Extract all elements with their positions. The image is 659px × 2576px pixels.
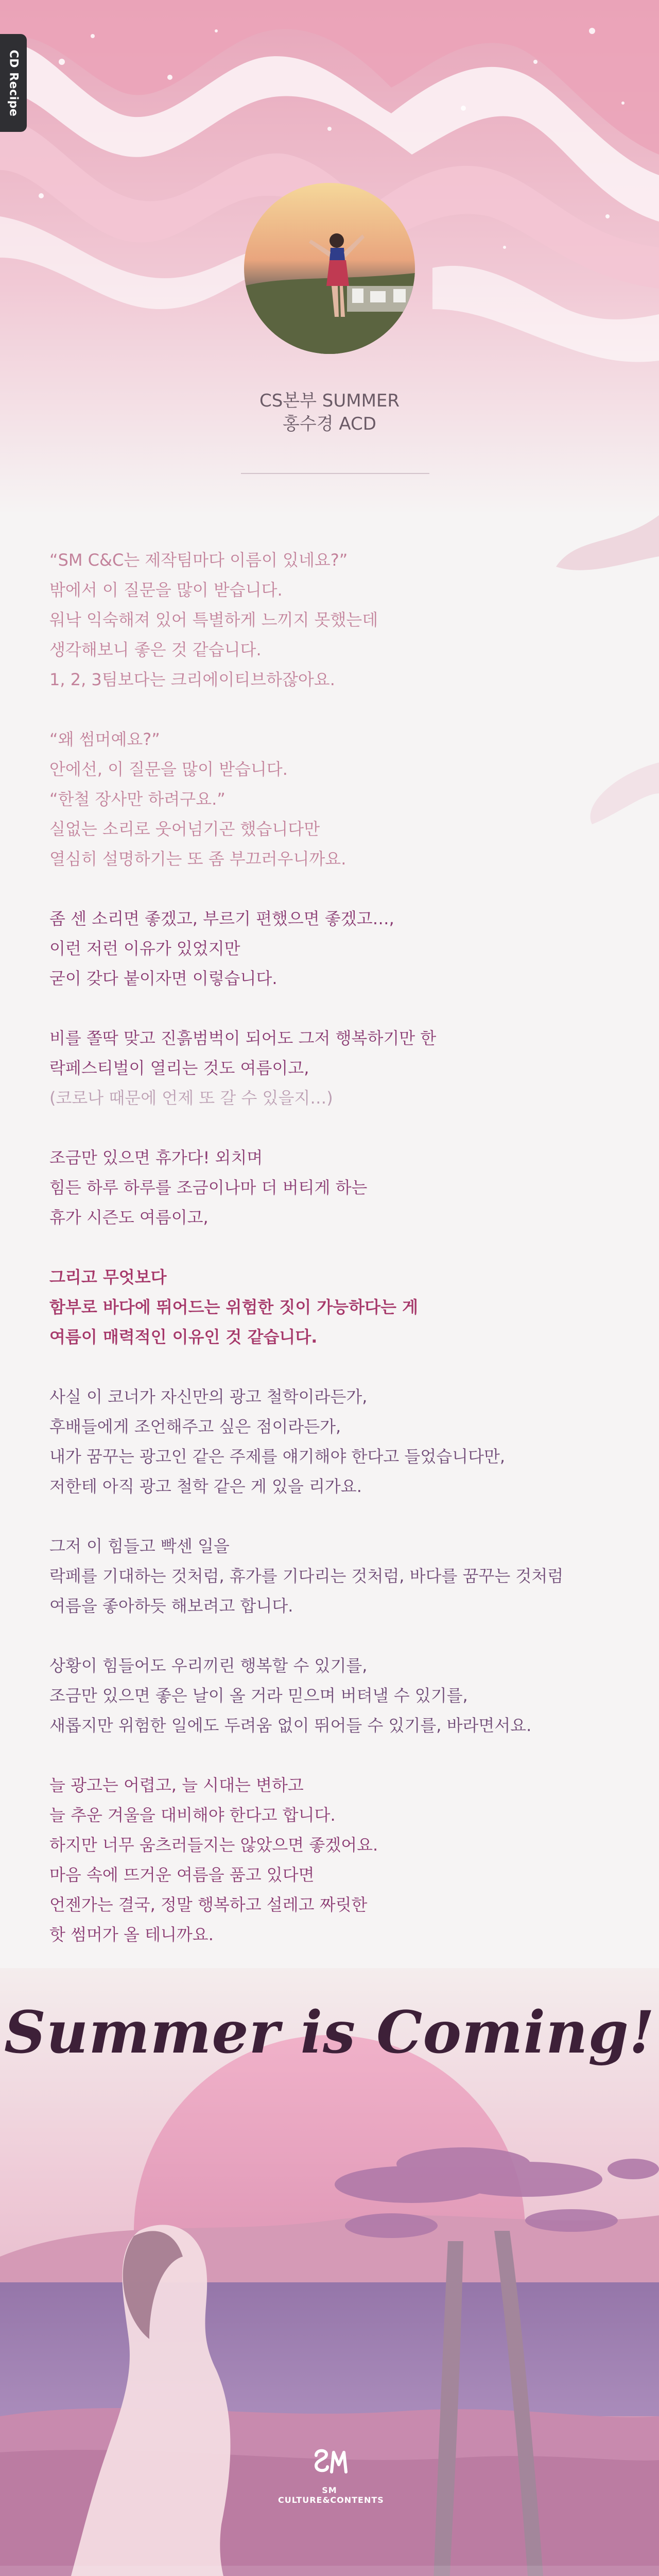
cd-recipe-label: CD Recipe bbox=[7, 49, 20, 116]
essay-line: 휴가 시즌도 여름이고, bbox=[49, 1208, 209, 1227]
essay-line: 조금만 있으면 좋은 날이 올 거라 믿으며 버텨낼 수 있기를, bbox=[49, 1686, 468, 1705]
essay-line: 열심히 설명하기는 또 좀 부끄러우니까요. bbox=[49, 849, 346, 869]
essay-line: 워낙 익숙해져 있어 특별하게 느끼지 못했는데 bbox=[49, 610, 378, 630]
essay-line: 후배들에게 조언해주고 싶은 점이라든가, bbox=[49, 1417, 341, 1436]
essay-paragraph bbox=[49, 1143, 626, 1232]
essay-line: 사실 이 코너가 자신만의 광고 철학이라든가, bbox=[49, 1387, 368, 1406]
essay-line: 락페를 기대하는 것처럼, 휴가를 기다리는 것처럼, 바다를 꿈꾸는 것처럼 bbox=[49, 1566, 564, 1586]
essay-line: 생각해보니 좋은 것 같습니다. bbox=[49, 640, 262, 659]
essay-paragraph bbox=[49, 545, 626, 694]
essay-line: 1, 2, 3팀보다는 크리에이티브하잖아요. bbox=[49, 670, 335, 689]
essay-line: 하지만 너무 움츠러들지는 않았으면 좋겠어요. bbox=[49, 1835, 378, 1855]
essay-line: 굳이 갖다 붙이자면 이렇습니다. bbox=[49, 969, 278, 988]
sm-culture-contents-logo bbox=[278, 2442, 384, 2505]
essay-line: “한철 장사만 하려구요.” bbox=[49, 789, 226, 809]
essay-line: 마음 속에 뜨거운 여름을 품고 있다면 bbox=[49, 1865, 315, 1885]
cd-recipe-tab[interactable] bbox=[0, 34, 27, 132]
essay-paragraph bbox=[49, 1531, 626, 1621]
essay-line: 늘 추운 겨울을 대비해야 한다고 합니다. bbox=[49, 1805, 336, 1825]
essay-line: 늘 광고는 어렵고, 늘 시대는 변하고 bbox=[49, 1775, 304, 1795]
essay-line: 안에선, 이 질문을 많이 받습니다. bbox=[49, 759, 288, 779]
essay-line: 새롭지만 위험한 일에도 두려움 없이 뛰어들 수 있기를, 바라면서요. bbox=[49, 1716, 532, 1735]
essay-line: 저한테 아직 광고 철학 같은 게 있을 리가요. bbox=[49, 1477, 362, 1496]
essay-paragraph bbox=[49, 724, 626, 874]
divider bbox=[241, 473, 429, 474]
essay-line: 힘든 하루 하루를 조금이나마 더 버티게 하는 bbox=[49, 1178, 368, 1197]
essay-line: 비를 쫄딱 맞고 진흙범벅이 되어도 그저 행복하기만 한 bbox=[49, 1028, 437, 1048]
essay-line: 상황이 힘들어도 우리끼린 행복할 수 있기를, bbox=[49, 1656, 368, 1675]
author-name: 홍수경 ACD bbox=[283, 414, 376, 434]
essay-line: “왜 썸머예요?” bbox=[49, 730, 160, 749]
essay-line: 여름이 매력적인 이유인 것 같습니다. bbox=[49, 1327, 318, 1347]
essay-line: 그리고 무엇보다 bbox=[49, 1267, 167, 1287]
author-department: CS본부 SUMMER bbox=[259, 391, 400, 411]
author-avatar bbox=[244, 183, 415, 354]
essay-paragraph bbox=[49, 1382, 626, 1501]
logo-mark-text: SM bbox=[322, 2485, 337, 2495]
logo-subtitle: CULTURE&CONTENTS bbox=[278, 2495, 384, 2505]
summer-is-coming-headline: Summer is Coming! bbox=[4, 1999, 655, 2066]
essay-paragraph bbox=[49, 1262, 626, 1352]
essay-paragraph bbox=[49, 1023, 626, 1113]
essay-line: 락페스티벌이 열리는 것도 여름이고, bbox=[49, 1058, 309, 1078]
essay-line: 언젠가는 결국, 정말 행복하고 설레고 짜릿한 bbox=[49, 1895, 368, 1914]
essay-line: 조금만 있으면 휴가다! 외치며 bbox=[49, 1148, 263, 1167]
essay-line: 그저 이 힘들고 빡센 일을 bbox=[49, 1536, 230, 1556]
essay-line: 내가 꿈꾸는 광고인 같은 주제를 얘기해야 한다고 들었습니다만, bbox=[49, 1447, 506, 1466]
essay-line: 여름을 좋아하듯 해보려고 합니다. bbox=[49, 1596, 293, 1616]
essay-line: 핫 썸머가 올 테니까요. bbox=[49, 1925, 214, 1944]
essay-paragraph bbox=[49, 1651, 626, 1740]
essay-line: 실없는 소리로 웃어넘기곤 했습니다만 bbox=[49, 819, 320, 839]
essay-line: 좀 센 소리면 좋겠고, 부르기 편했으면 좋겠고…, bbox=[49, 909, 394, 928]
essay-line: 이런 저런 이유가 있었지만 bbox=[49, 939, 240, 958]
essay-line: 함부로 바다에 뛰어드는 위험한 짓이 가능하다는 게 bbox=[49, 1297, 418, 1317]
essay-paragraph bbox=[49, 904, 626, 993]
essay-line: (코로나 때문에 언제 또 갈 수 있을지…) bbox=[49, 1088, 333, 1108]
essay-body bbox=[49, 545, 626, 1979]
essay-line: “SM C&C는 제작팀마다 이름이 있네요?” bbox=[49, 550, 348, 570]
essay-paragraph bbox=[49, 1770, 626, 1950]
sm-logo-icon bbox=[309, 2442, 350, 2483]
essay-line: 밖에서 이 질문을 많이 받습니다. bbox=[49, 580, 283, 600]
